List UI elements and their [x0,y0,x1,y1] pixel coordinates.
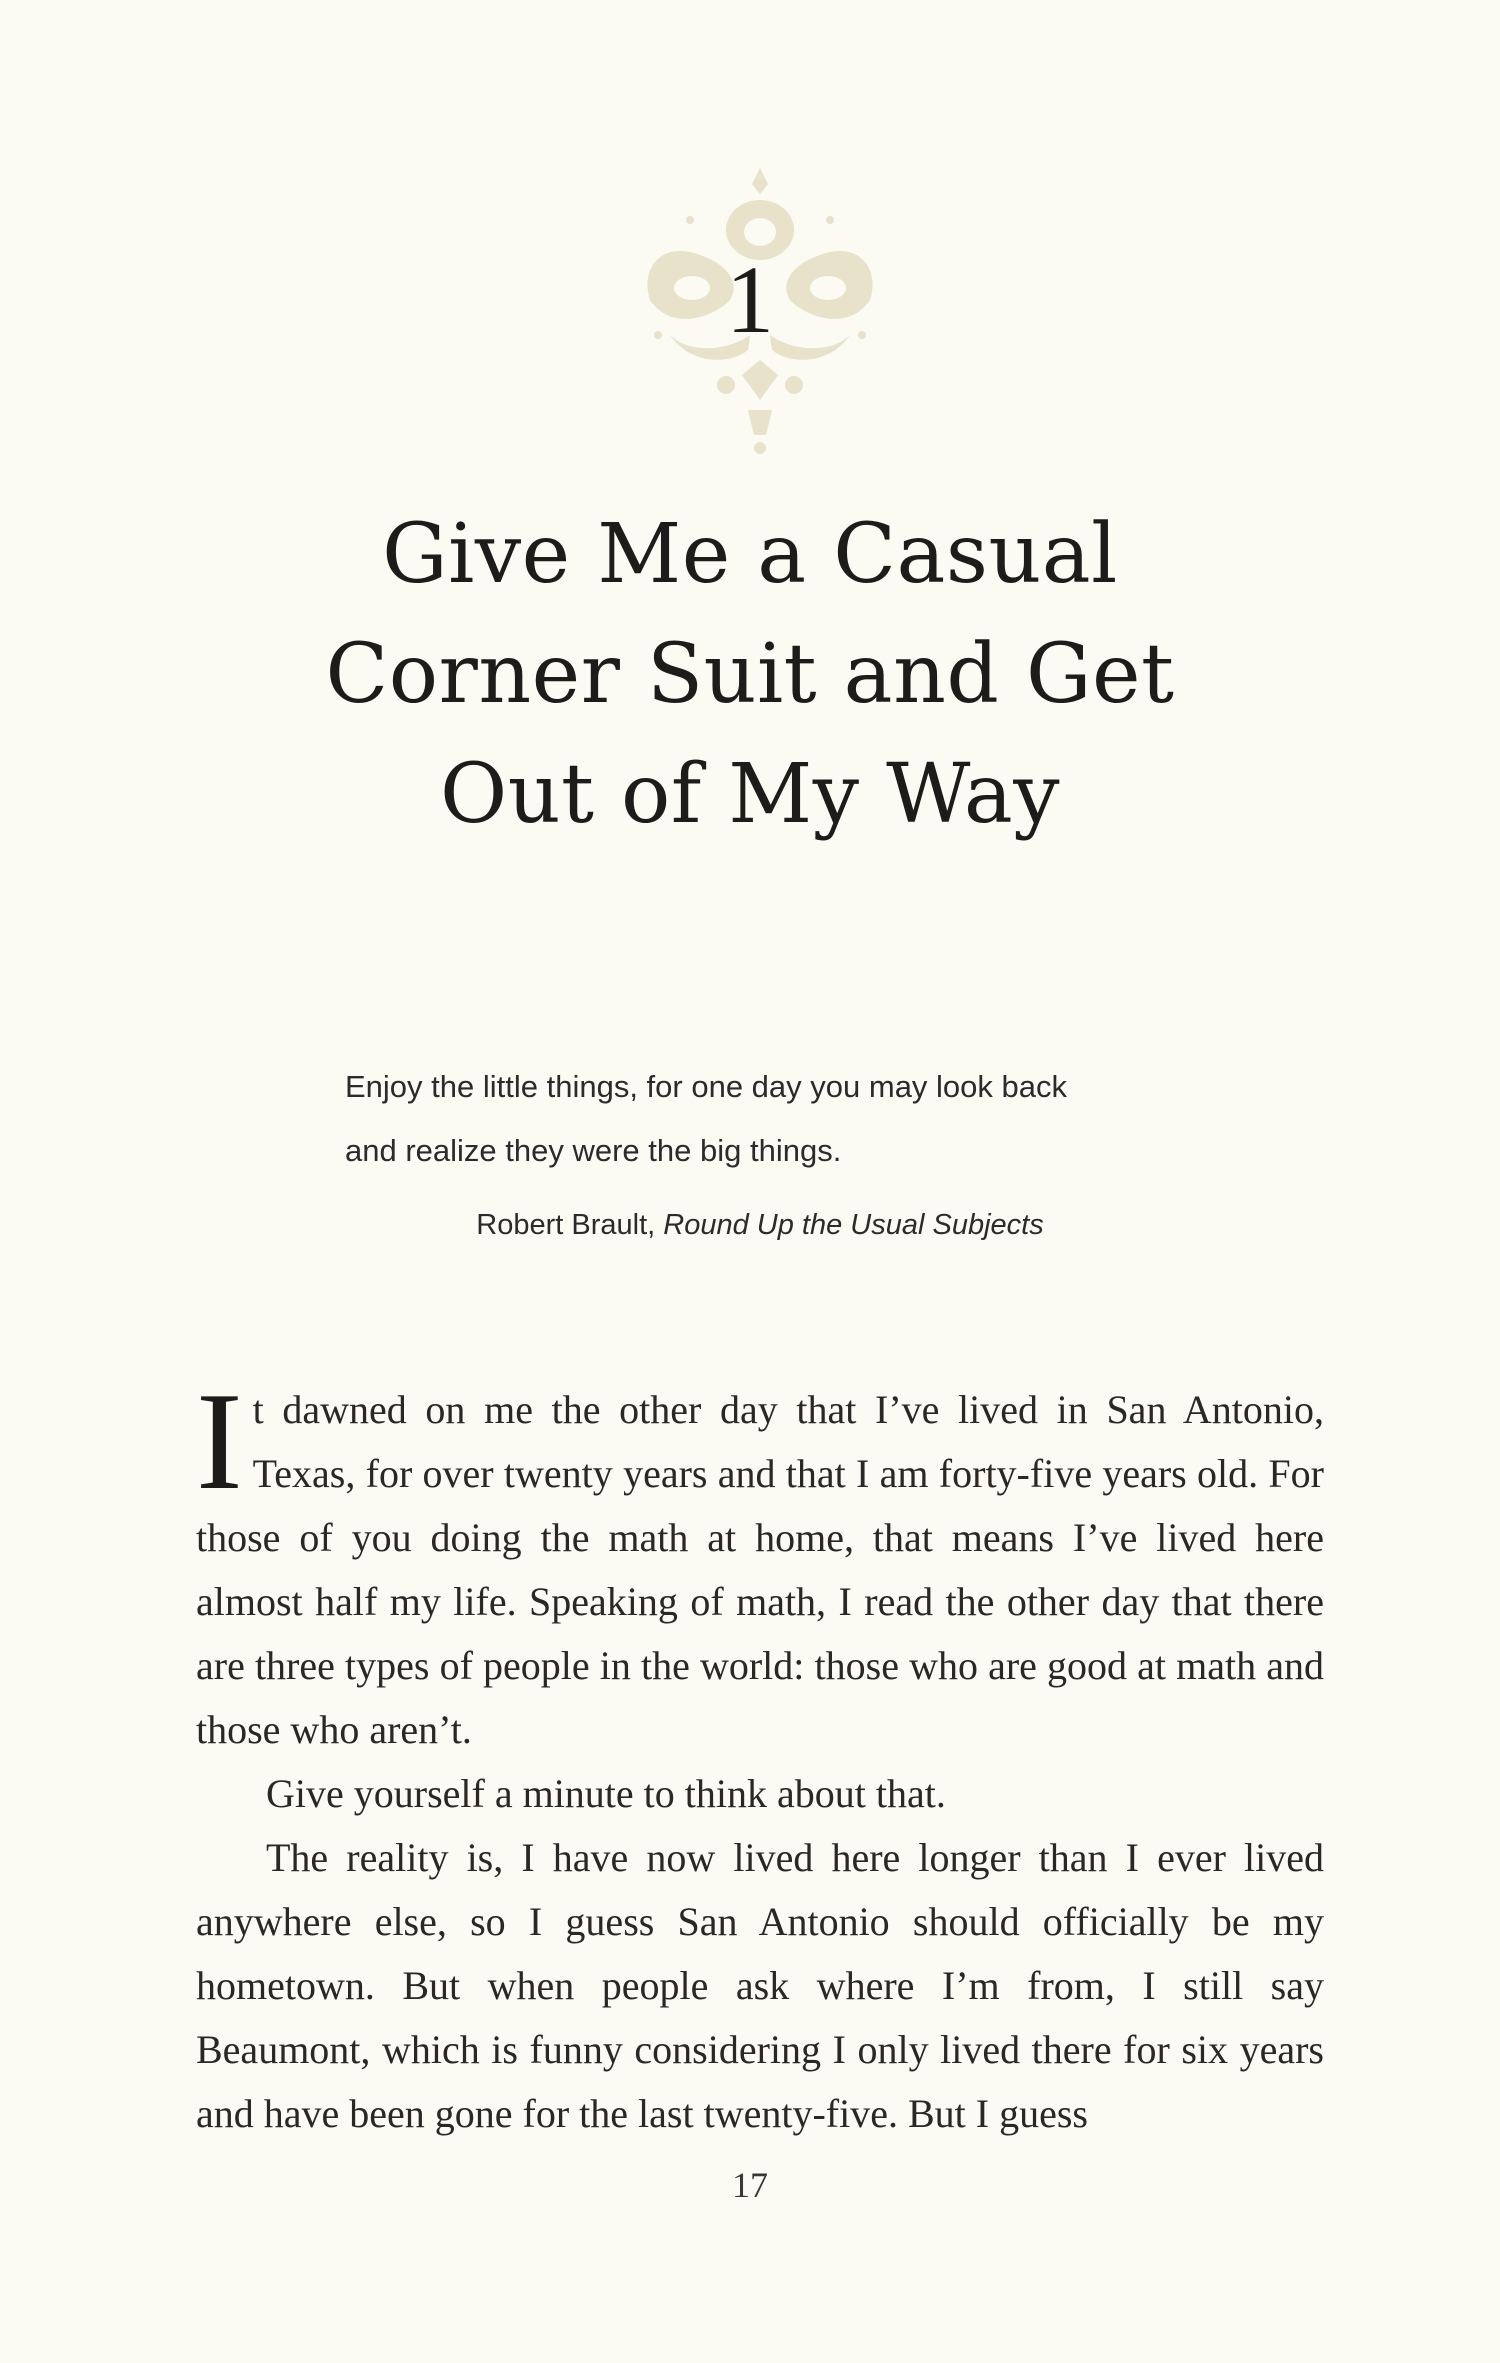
body-paragraph: Give yourself a minute to think about that. [266,1771,946,1816]
body-text [196,1364,1324,2146]
chapter-title [200,495,1300,855]
epigraph-line: Enjoy the little things, for one day you may look back [345,1069,1068,1104]
epigraph-line: and realize they were the big things. [345,1133,842,1168]
chapter-title-line: Out of My Way [439,747,1061,842]
chapter-title-line: Corner Suit and Get [325,627,1175,722]
body-paragraph [196,1364,1324,1762]
paragraph-text: t dawned on me the other day that I’ve lived in San Antonio, Texas, for over twenty years and that I am forty-five years old. For those of you doing the math at home, that means I’ve lived here almost half my life. Speaking of math, I read the other day that there are three types of people in the world: those who are good at math and those who aren’t. [196,1387,1324,1752]
chapter-title-line: Give Me a Casual [382,507,1118,602]
epigraph-attribution [0,1205,1500,1245]
epigraph-source: Round Up the Usual Subjects [663,1209,1044,1241]
page-number: 17 [732,2165,768,2205]
chapter-number: 1 [726,246,774,353]
drop-cap: I [196,1364,243,1519]
body-paragraph: The reality is, I have now lived here longer than I ever lived anywhere else, so I guess San Antonio should officially be my hometown. But when people ask where I’m from, I still say Beaumont, which is funny considering I only lived there for six years and have been gone for the last twenty-five. But I guess [196,1835,1324,2136]
epigraph-author: Robert Brault, [476,1209,664,1241]
epigraph-quote [345,1055,1225,1183]
